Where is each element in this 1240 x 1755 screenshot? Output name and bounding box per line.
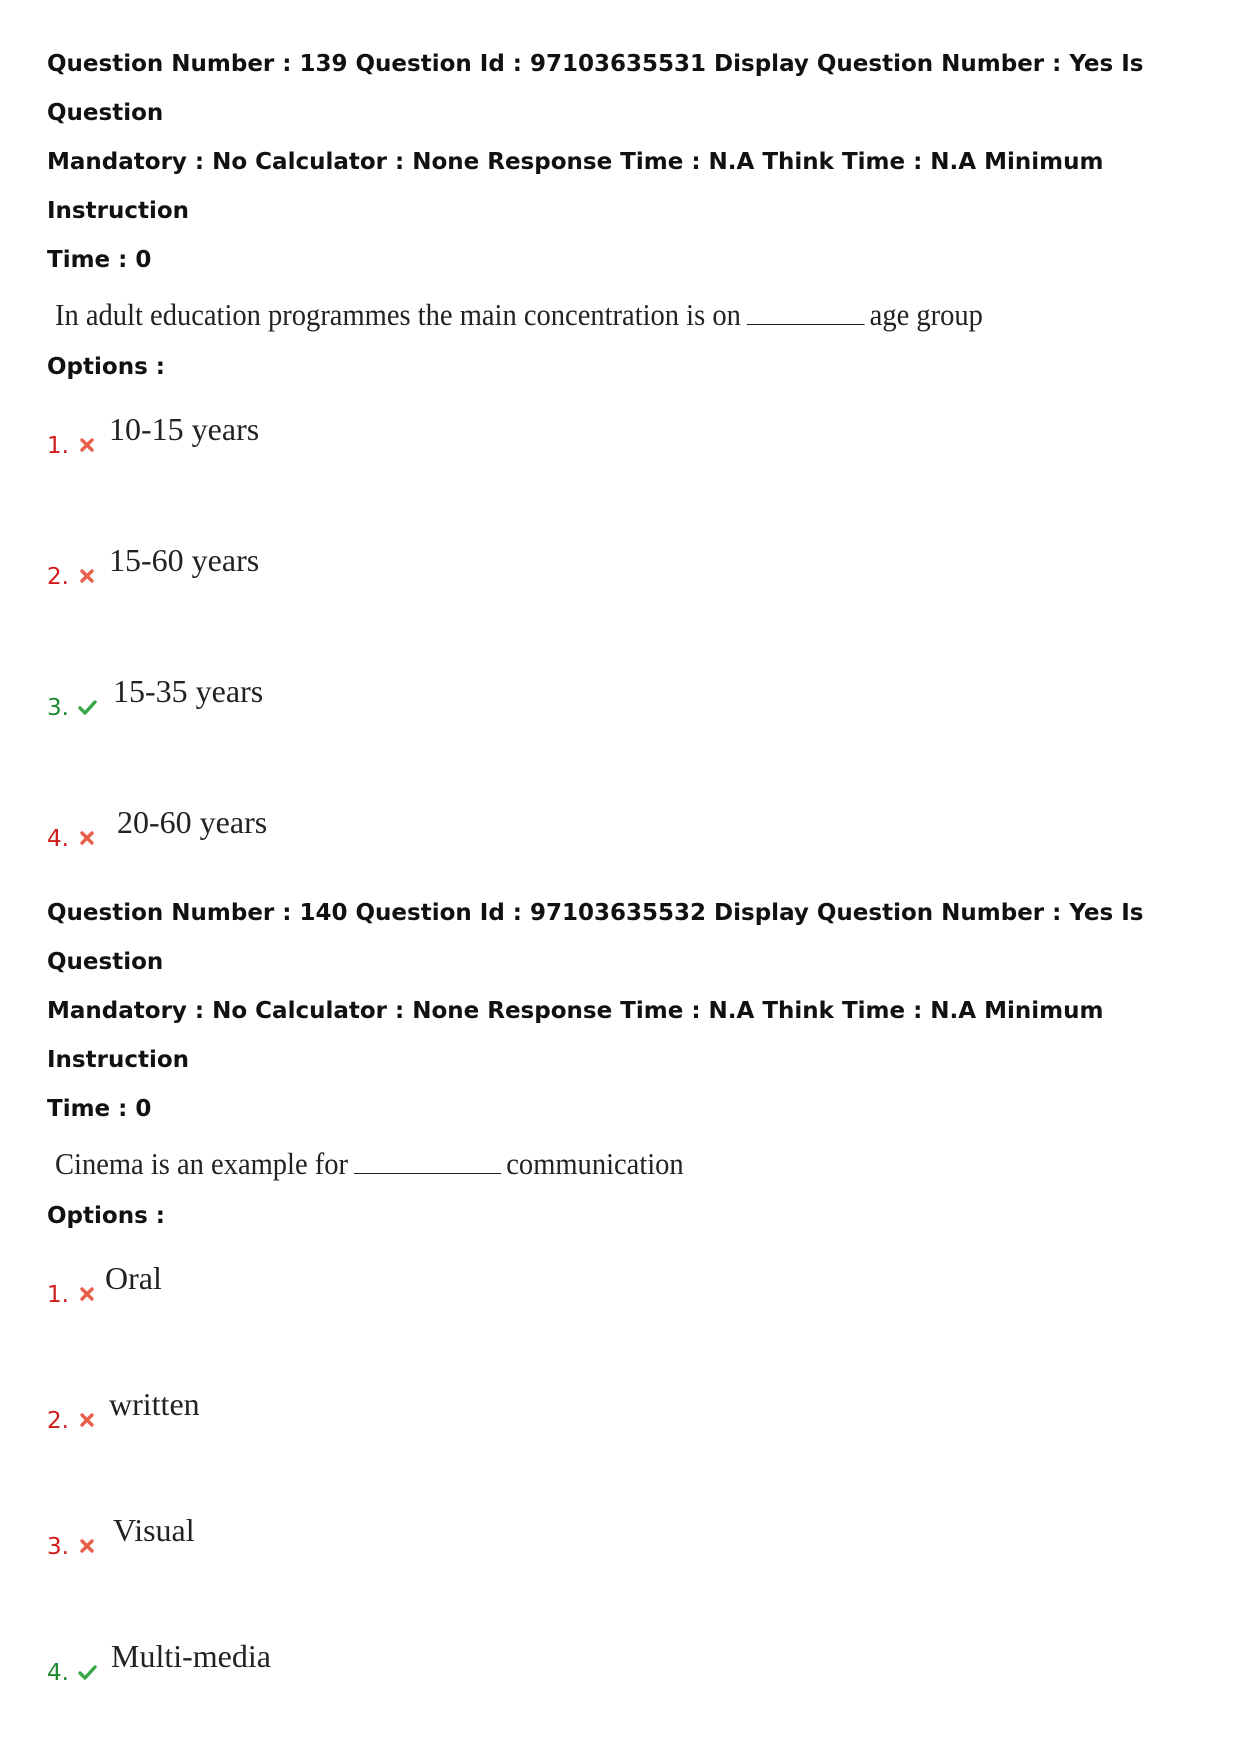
question-text-before: Cinema is an example for: [55, 1146, 349, 1181]
option-item: [47, 528, 1197, 659]
option-number: 3.: [47, 1534, 69, 1560]
question-text-after: age group: [869, 297, 983, 332]
question-meta-line: Question Number : 139 Question Id : 97103635531 Display Question Number : Yes Is Question: [47, 51, 1144, 126]
option-item: [47, 397, 1197, 528]
option-number: 4.: [47, 826, 69, 852]
cross-icon: [77, 435, 97, 455]
option-text: Visual: [113, 1512, 195, 1548]
option-number: 1.: [47, 433, 69, 459]
option-item: [47, 1498, 1197, 1624]
question-text: [55, 293, 1106, 337]
question-block: [47, 40, 1197, 921]
option-text: Oral: [105, 1260, 162, 1296]
question-text-before: In adult education programmes the main concentration is on: [55, 297, 741, 332]
cross-icon: [77, 1410, 97, 1430]
option-text: 20-60 years: [117, 804, 268, 840]
question-meta-line: Time : 0: [47, 1096, 152, 1122]
question-meta-line: Time : 0: [47, 247, 152, 273]
question-text-after: communication: [506, 1146, 684, 1181]
option-text: 10-15 years: [109, 411, 260, 447]
check-icon: [77, 1662, 97, 1682]
question-text: [55, 1142, 1106, 1186]
answer-blank: [746, 294, 864, 325]
option-number: 2.: [47, 1408, 69, 1434]
option-item: [47, 1372, 1197, 1498]
question-block: [47, 889, 1197, 1750]
question-meta-line: Question Number : 140 Question Id : 97103635532 Display Question Number : Yes Is Question: [47, 900, 1144, 975]
question-meta-line: Mandatory : No Calculator : None Response Time : N.A Think Time : N.A Minimum Instruction: [47, 149, 1104, 224]
option-text: 15-35 years: [113, 673, 264, 709]
cross-icon: [77, 1536, 97, 1556]
option-item: [47, 1624, 1197, 1750]
option-text: written: [109, 1386, 200, 1422]
answer-blank: [354, 1143, 501, 1174]
cross-icon: [77, 566, 97, 586]
options-label: Options :: [47, 1203, 165, 1229]
option-number: 4.: [47, 1660, 69, 1686]
option-number: 3.: [47, 695, 69, 721]
option-number: 1.: [47, 1282, 69, 1308]
option-item: [47, 659, 1197, 790]
cross-icon: [77, 1284, 97, 1304]
question-meta-line: Mandatory : No Calculator : None Response Time : N.A Think Time : N.A Minimum Instruction: [47, 998, 1104, 1073]
option-text: Multi-media: [111, 1638, 271, 1674]
options-label: Options :: [47, 354, 165, 380]
option-item: [47, 1246, 1197, 1372]
option-text: 15-60 years: [109, 542, 260, 578]
cross-icon: [77, 828, 97, 848]
check-icon: [77, 697, 97, 717]
option-number: 2.: [47, 564, 69, 590]
